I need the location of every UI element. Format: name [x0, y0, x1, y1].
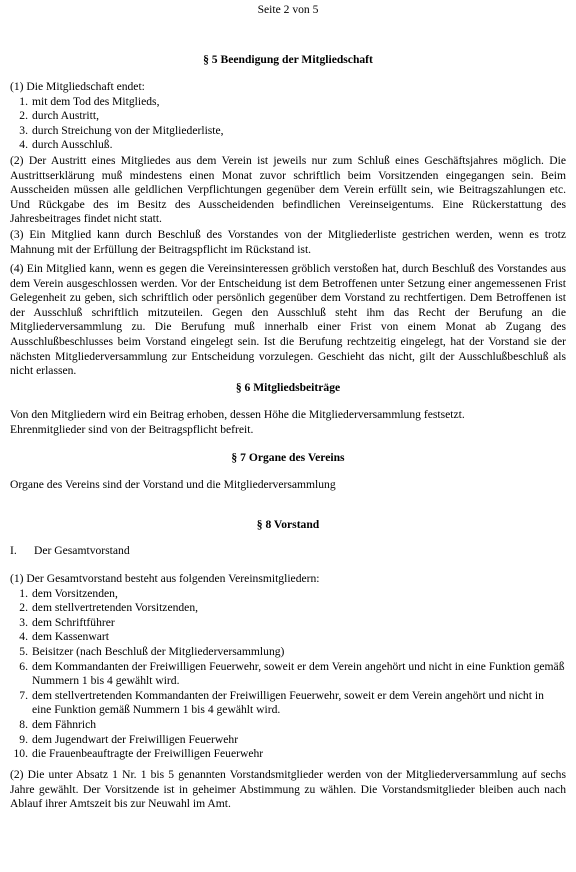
list-item: 8. dem Fähnrich [19, 717, 97, 731]
page-number: Seite 2 von 5 [257, 3, 319, 16]
section-7-body: Organe des Vereins sind der Vorstand und die Mitgliederversammlung [10, 478, 336, 491]
section-6-line-2: Ehrenmitglieder sind von der Beitragspflicht befreit. [10, 422, 254, 436]
section-6-body [10, 408, 566, 437]
section-5-intro: (1) Die Mitgliedschaft endet: [10, 80, 145, 93]
section-6-line-1: Von den Mitgliedern wird ein Beitrag erhoben, dessen Höhe die Mitgliederversammlung festsetzt. [10, 408, 465, 421]
section-8-para-2: (2) Die unter Absatz 1 Nr. 1 bis 5 genannten Vorstandsmitglieder werden von der Mitgliederversammlung auf sechs Jahre gewählt. Der Vorsitzende ist in geheimer Abstimmung zu wählen. Die Vorstandsmitglieder bleiben auch nach Ablauf ihrer Amtszeit bis zur Neuwahl im Amt. [10, 768, 566, 811]
section-5-para-1 [10, 80, 566, 153]
subheading-title: Der Gesamtvorstand [34, 544, 130, 557]
list-item: 6. dem Kommandanten der Freiwilligen Feuerwehr, soweit er dem Verein angehört und nicht in eine Funktion gemäß Nummern 1 bis 4 gewählt wird. [19, 659, 565, 688]
list-item: 9. dem Jugendwart der Freiwilligen Feuerwehr [19, 732, 239, 746]
list-item: 3. dem Schriftführer [19, 615, 115, 629]
list-item: 5. Beisitzer (nach Beschluß der Mitgliederversammlung) [19, 644, 285, 658]
list-item: 1. dem Vorsitzenden, [19, 586, 118, 600]
list-item: 2. dem stellvertretenden Vorsitzenden, [19, 601, 199, 615]
list-item: 10. die Frauenbeauftragte der Freiwilligen Feuerwehr [13, 747, 264, 761]
subheading-number: I. [10, 544, 17, 557]
section-8-para-1 [10, 572, 566, 762]
section-7-heading: § 7 Organe des Vereins [231, 451, 345, 464]
section-6-heading: § 6 Mitgliedsbeiträge [235, 381, 341, 394]
list-item: 2. durch Austritt, [19, 109, 99, 123]
section-8-intro: (1) Der Gesamtvorstand besteht aus folgenden Vereinsmitgliedern: [10, 572, 320, 585]
section-5-para-2: (2) Der Austritt eines Mitgliedes aus dem Verein ist jeweils nur zum Schluß eines Geschäftsjahres möglich. Die Austrittserklärung muß mindestens einen Monat zuvor schriftlich beim Vorsitzenden eingegangen sein. Beim Ausscheiden müssen alle geldlichen Verpflichtungen gegenüber dem Verein erfüllt sein, wie Beitragszahlungen etc. Und Rückgabe des im Besitz des Ausscheidenden befindlichen Vereinseigentums. Eine Rückerstattung des Jahresbeitrages findet nicht statt. [10, 154, 566, 226]
list-item: 4. dem Kassenwart [19, 630, 109, 644]
section-8-list [10, 587, 566, 762]
section-5-para-4: (4) Ein Mitglied kann, wenn es gegen die Vereinsinteressen gröblich verstoßen hat, durch Beschluß des Vorstandes aus dem Verein ausgeschlossen werden. Vor der Entscheidung ist dem Betroffenen unter Setzung einer angemessenen Frist Gelegenheit zu geben, sich schriftlich oder persönlich gegenüber dem Vorstand zu rechtfertigen. Dem Betroffenen ist der Ausschluß schriftlich mitzuteilen. Gegen den Ausschluß steht ihm das Recht der Berufung an die Mitgliederversammlung zu. Die Berufung muß innerhalb einer Frist von einem Monat ab Zugang des Ausschlußbeschlusses beim Vorstand eingelegt sein. Ist die Berufung rechtzeitig eingelegt, hat der Vorstand sie der nächsten Mitgliederversammlung zur Entscheidung vorzulegen. Geschieht das nicht, gilt der Ausschlußbeschluß als nicht erlassen. [10, 262, 566, 378]
list-item: 3. durch Streichung von der Mitgliederliste, [19, 123, 224, 137]
section-8-heading: § 8 Vorstand [256, 518, 320, 531]
list-item: 7. dem stellvertretenden Kommandanten der Freiwilligen Feuerwehr, soweit er dem Verein angehört und nicht in eine Funktion gemäß Nummern 1 bis 4 gewählt wird. [19, 688, 544, 717]
list-item: 4. durch Ausschluß. [19, 138, 113, 152]
section-5-para-3: (3) Ein Mitglied kann durch Beschluß des Vorstandes von der Mitgliederliste gestrichen werden, wenn es trotz Mahnung mit der Erfüllung der Beitragspflicht im Rückstand ist. [10, 228, 566, 256]
section-8-subheading [10, 544, 566, 559]
list-item: 1. mit dem Tod des Mitglieds, [19, 94, 160, 108]
section-5-list [10, 95, 566, 153]
section-5-heading: § 5 Beendigung der Mitgliedschaft [203, 53, 373, 66]
